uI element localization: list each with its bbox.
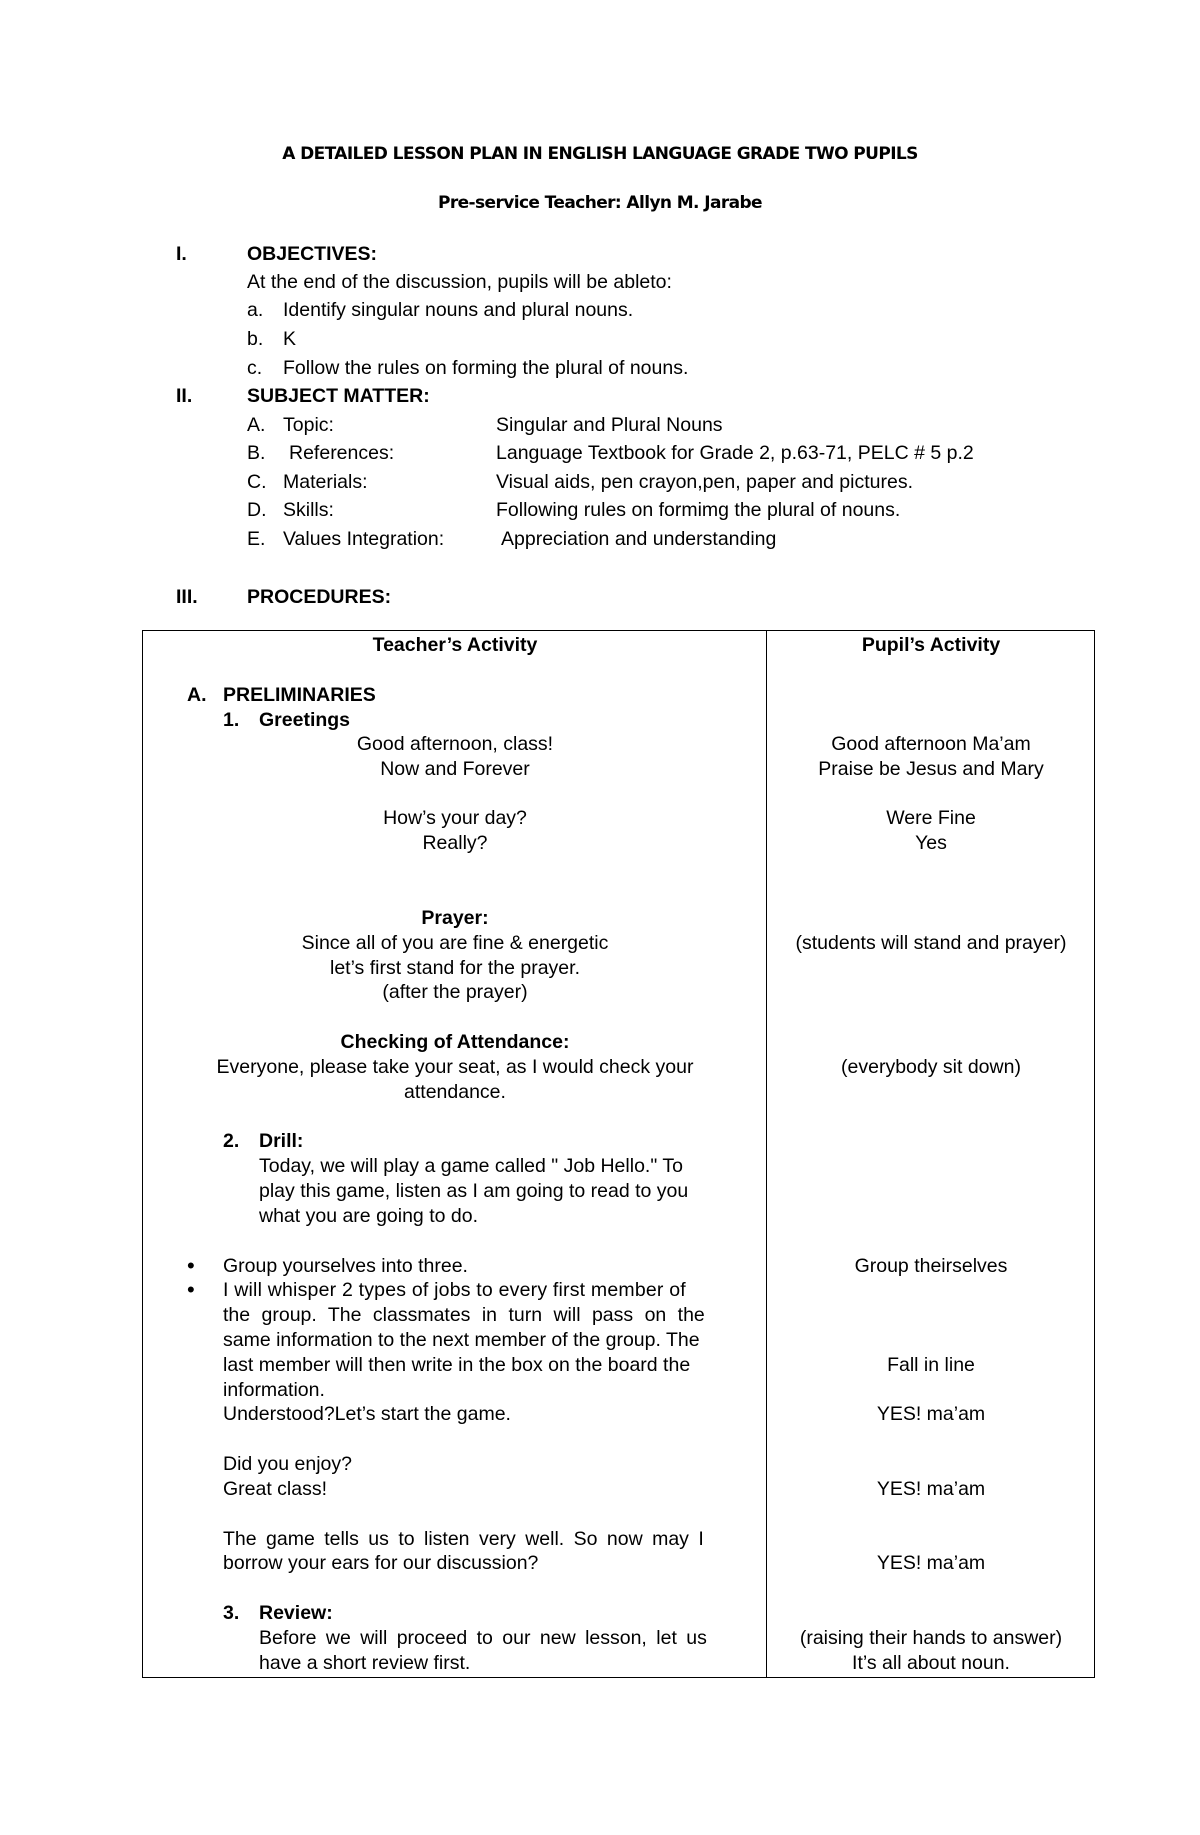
subject-label-references: References: [289,442,395,464]
section-number-procedures: III. [176,586,198,608]
pupil-activity-cell [767,631,1095,1678]
drill-marker: 2. [223,1130,240,1152]
teacher-line: borrow your ears for our discussion? [223,1552,539,1574]
teacher-line: Everyone, please take your seat, as I would check your [216,1056,694,1078]
subject-label-skills: Skills: [283,499,334,521]
prelim-marker: A. [187,684,207,706]
teacher-line: Now and Forever [380,758,530,780]
subject-label-materials: Materials: [283,471,368,493]
objective-c: Follow the rules on forming the plural of nouns. [283,357,689,379]
pupil-line: Fall in line [887,1354,975,1376]
subject-label-topic: Topic: [283,414,334,436]
prayer-heading: Prayer: [421,907,489,929]
bullet-icon: • [187,1253,195,1278]
pupil-line: YES! ma’am [876,1478,986,1500]
teacher-line: attendance. [404,1081,506,1103]
pupil-line: Yes [915,832,947,854]
pupil-line: Group theirselves [854,1255,1008,1277]
section-number-subject: II. [176,385,193,407]
subject-value-values: Appreciation and understanding [501,528,777,550]
teacher-activity-cell [143,631,767,1678]
objective-marker-a: a. [247,299,264,321]
teacher-line: play this game, listen as I am going to read to you [259,1180,689,1202]
attendance-heading: Checking of Attendance: [340,1031,570,1053]
teacher-line: I will whisper 2 types of jobs to every first member of [223,1279,686,1301]
subject-label-values: Values Integration: [283,528,445,550]
teacher-line: information. [223,1379,325,1401]
teacher-line: Today, we will play a game called " Job Hello." To [259,1155,683,1177]
col-header-pupil: Pupil’s Activity [861,634,1001,656]
col-header-teacher: Teacher’s Activity [372,634,538,656]
teacher-name: Pre-service Teacher: Allyn M. Jarabe [437,193,762,213]
review-marker: 3. [223,1602,240,1624]
pupil-line: Were Fine [886,807,976,829]
pupil-line: Praise be Jesus and Mary [818,758,1044,780]
pupil-line: Good afternoon Ma’am [831,733,1031,755]
greetings-marker: 1. [223,709,240,731]
subject-marker: B. [247,442,266,464]
review-heading: Review: [259,1602,333,1624]
subject-marker: D. [247,499,267,521]
teacher-line: let’s first stand for the prayer. [329,957,580,979]
teacher-line: same information to the next member of the group. The [223,1329,700,1351]
subject-value-references: Language Textbook for Grade 2, p.63-71, PELC # 5 p.2 [496,442,974,464]
teacher-line: what you are going to do. [259,1205,478,1227]
document-title: A DETAILED LESSON PLAN IN ENGLISH LANGUAGE GRADE TWO PUPILS [282,144,918,164]
section-number-objectives: I. [176,243,187,265]
pupil-line: (students will stand and prayer) [795,932,1067,954]
greetings-heading: Greetings [259,709,351,731]
teacher-line: Did you enjoy? [223,1453,352,1475]
subject-marker: E. [247,528,266,550]
pupil-line: (raising their hands to answer) [799,1627,1063,1649]
pupil-line: It’s all about noun. [852,1652,1010,1674]
teacher-line: Really? [422,832,488,854]
subject-value-materials: Visual aids, pen crayon,pen, paper and pictures. [496,471,913,493]
teacher-line: How’s your day? [383,807,527,829]
objectives-intro: At the end of the discussion, pupils will be ableto: [247,271,672,293]
section-heading-subject: SUBJECT MATTER: [247,385,430,407]
teacher-line: Since all of you are fine & energetic [301,932,609,954]
objective-marker-b: b. [247,328,264,350]
preliminaries-heading: PRELIMINARIES [223,684,376,706]
subject-marker: C. [247,471,267,493]
teacher-line: the group. The classmates in turn will pass on the [223,1304,705,1326]
teacher-line: The game tells us to listen very well. So now may I [223,1528,704,1550]
section-heading-procedures: PROCEDURES: [247,586,392,608]
objective-b: K [283,328,297,350]
subject-marker: A. [247,414,266,436]
subject-value-skills: Following rules on formimg the plural of nouns. [496,499,901,521]
pupil-line: (everybody sit down) [841,1056,1021,1078]
drill-heading: Drill: [259,1130,304,1152]
teacher-line: Understood?Let’s start the game. [223,1403,511,1425]
bullet-icon: • [187,1277,195,1302]
procedures-table [142,630,1095,1678]
section-heading-objectives: OBJECTIVES: [247,243,378,265]
teacher-line: Good afternoon, class! [356,733,554,755]
teacher-line: Before we will proceed to our new lesson, let us [259,1627,707,1649]
teacher-line: Great class! [223,1478,328,1500]
pupil-line: YES! ma’am [876,1552,986,1574]
teacher-line: have a short review first. [259,1652,471,1674]
pupil-line: YES! ma’am [876,1403,986,1425]
teacher-line: (after the prayer) [382,981,528,1003]
teacher-line: Group yourselves into three. [223,1255,468,1277]
teacher-line: last member will then write in the box on the board the [223,1354,691,1376]
subject-value-topic: Singular and Plural Nouns [496,414,723,436]
objective-a: Identify singular nouns and plural nouns. [283,299,634,321]
objective-marker-c: c. [247,357,263,379]
